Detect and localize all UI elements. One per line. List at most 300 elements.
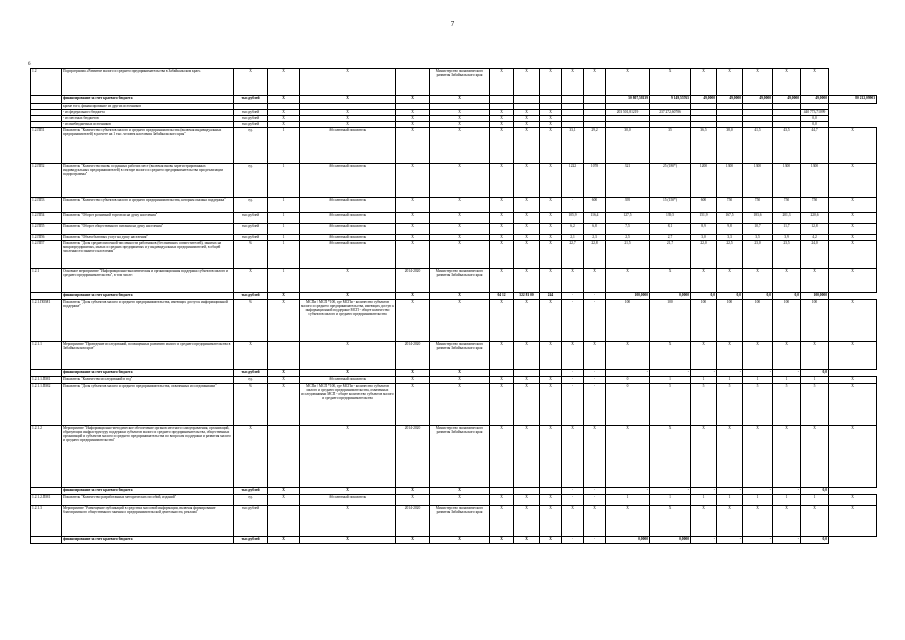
table-cell: 1 [606,495,650,506]
financing-row [31,293,877,300]
table-cell: X [743,506,773,537]
table-cell: - [584,300,606,342]
table-cell: X [430,96,490,104]
table-cell: 1200 [691,164,717,198]
table-cell: % [234,384,268,426]
table-cell: X [430,235,490,241]
table-cell: 35 [650,128,691,164]
table-row [31,300,877,342]
table-cell: X [490,198,514,213]
table-cell: 8,1 [650,224,691,235]
table-cell: 9 149,55765 [650,96,691,104]
table-cell: 100 [801,300,829,342]
table-cell: тыс.рублей [234,116,268,122]
table-cell: 750 [743,198,773,213]
table-cell: X [801,506,829,537]
table-cell: 2,1 [562,235,584,241]
table-cell: 127,5 [606,213,650,224]
table-cell: - [773,537,801,544]
row-title-cell: - из местных бюджетов [62,116,234,122]
row-code-cell: 1.2.1.1 [31,342,62,370]
table-cell: X [268,384,300,426]
table-cell: 1300 [801,164,829,198]
table-cell: 80 212,09903 [829,96,877,104]
table-cell: 1300 [743,164,773,198]
row-title-cell: Показатель "Доля субъектов малого и среднего предпринимательства, охваченных исследованиями" [62,384,234,426]
table-cell: X [514,300,540,342]
table-cell: X [430,122,490,128]
row-title-cell: Показатель "Оборот общественного питания на душу населения" [62,224,234,235]
table-cell: - [562,495,584,506]
table-cell: X [650,342,691,370]
table-cell: X [691,426,717,488]
table-cell: X [396,488,430,495]
table-cell: X [514,269,540,293]
table-cell: X [268,495,300,506]
table-cell: - [717,370,743,377]
row-title-cell: Показатель "Количество субъектов малого и среднего предпринимательства, которым оказана поддержка" [62,198,234,213]
table-cell: X [562,506,584,537]
table-cell: X [514,224,540,235]
table-cell: 22,7 [562,241,584,269]
table-cell: 105,9 [562,213,584,224]
table-cell: X [540,495,562,506]
table-cell: X [514,506,540,537]
table-cell: 2014-2020 [396,426,430,488]
table-cell: 2,7 [650,235,691,241]
table-cell: 11,7 [773,224,801,235]
row-code-cell: 1.2.ПП7 [31,241,62,269]
table-cell: 1078 [584,164,606,198]
table-cell: Министерство экономического развития Забайкальского края [430,69,490,96]
table-cell: X [829,342,877,370]
table-cell: 0,0 [801,122,829,128]
table-cell: Абсолютный показатель [300,164,396,198]
table-cell: X [540,116,562,122]
row-title-cell: - из федерального бюджета [62,110,234,116]
table-cell: X [234,269,268,293]
table-cell: X [300,426,396,488]
row-title-cell: Показатель "Количество разработанных методических пособий, изданий" [62,495,234,506]
table-cell: X [396,241,430,269]
financing-row [31,488,877,495]
table-cell: 43,5 [773,128,801,164]
table-cell: тыс.рублей [234,370,268,377]
table-cell: X [300,122,396,128]
table-cell: 49,0000 [801,96,829,104]
table-row [31,164,877,198]
table-cell: 0 [606,384,650,426]
table-cell: 23,0 [743,241,773,269]
table-cell: X [829,300,877,342]
table-cell: X [650,269,691,293]
table-cell: - [606,370,650,377]
table-cell: 5 [743,384,773,426]
table-cell: X [540,224,562,235]
table-cell: X [396,377,430,384]
table-cell: 2014-2020 [396,342,430,370]
table-cell: X [829,213,877,224]
table-cell: ед. [234,495,268,506]
table-cell: X [396,224,430,235]
table-cell: 23,5 [773,241,801,269]
table-cell: 0,0 [801,537,829,544]
table-cell: Абсолютный показатель [300,495,396,506]
table-cell: 1 [773,377,801,384]
table-cell: X [268,69,300,96]
row-title-cell: Показатель "Доля субъектов малого и среднего предпринимательства, имеющих доступ к информационной поддержке" [62,300,234,342]
table-cell: - [650,488,691,495]
table-cell: Министерство экономического развития Забайкальского края [430,506,490,537]
row-code-cell: 1.2.ПП1 [31,128,62,164]
table-cell: X [490,110,514,116]
table-cell: X [430,384,490,426]
row-code-cell: 1.2 [31,69,62,96]
table-cell: X [691,269,717,293]
table-cell: X [268,377,300,384]
table-cell [268,506,300,537]
table-cell: 395 [606,198,650,213]
table-cell: Абсолютный показатель [300,235,396,241]
row-title-cell: кроме того, финансирование из других источников [62,104,234,110]
row-title-cell: Показатель "Количество вновь созданных рабочих мест (включая вновь зарегистрированных индивидуальных предпринимателей) в секторе малого и среднего предпринимательства при реализации подпрограммы" [62,164,234,198]
table-cell: 237 272,60786 [650,110,691,116]
table-cell: X [514,235,540,241]
table-cell: 25 (180*) [650,164,691,198]
table-cell: X [650,426,691,488]
table-cell: тыс.рублей [234,213,268,224]
table-cell: X [490,495,514,506]
row-title-cell: Показатель "Количество субъектов малого и среднего предпринимательства (включая индивидуальных предпринимателей) в расчете на 1 тыс. человек населения Забайкальского края" [62,128,234,164]
table-cell: 33,1 [562,128,584,164]
table-cell: X [606,506,650,537]
table-cell: X [584,69,606,96]
table-cell: X [540,506,562,537]
table-row [31,426,877,488]
table-cell [540,488,562,495]
table-cell: 1 [650,377,691,384]
table-cell: X [562,269,584,293]
table-cell: X [396,128,430,164]
table-cell: X [691,506,717,537]
row-code-cell: 1.2.1.1.ПМ2 [31,384,62,426]
table-cell: X [514,342,540,370]
row-title-cell: финансирование за счет краевого бюджета [62,293,234,300]
row-title-cell: Мероприятие "Информационно-методическое обеспечение органов местного самоуправления, организаций, образующих инфраструктуру поддержки субъектов малого и среднего предпринимательства, общественных организаций и субъектов малого и среднего предпринимательства по вопросам поддержки и развития малого и среднего предпринимательства" [62,426,234,488]
table-cell: X [514,69,540,96]
row-title-cell: Показатель "Объем бытовых услуг на душу населения" [62,235,234,241]
table-cell [268,426,300,488]
table-cell: 36,5 [691,128,717,164]
table-cell: 1 [268,241,300,269]
table-row [31,342,877,370]
table-cell: тыс.рублей [234,488,268,495]
row-title-cell: финансирование за счет краевого бюджета [62,537,234,544]
table-cell: X [490,384,514,426]
table-cell: 116,4 [584,213,606,224]
table-cell: 1222 [562,164,584,198]
table-cell: X [717,506,743,537]
table-cell: 183,6 [743,213,773,224]
table-cell: X [514,384,540,426]
table-cell: X [490,241,514,269]
table-cell: 0,0 [801,488,829,495]
table-cell: X [514,164,540,198]
table-cell: - [562,537,584,544]
table-cell: - [650,370,691,377]
table-row [31,241,877,269]
table-cell: X [430,164,490,198]
table-cell [562,96,584,104]
table-cell: МСПи / МСП *100, где МСПи - количество субъектов малого и среднего предпринимательства, охваченных исследованиями МСП - общее количество субъектов малого и среднего предпринимательства [300,384,396,426]
table-cell: 50 807,58139 [606,96,650,104]
table-cell: X [514,426,540,488]
table-cell: 0,0 [691,293,717,300]
table-cell: 6,2 [562,224,584,235]
table-cell: X [829,198,877,213]
row-title-cell: финансирование за счет краевого бюджета [62,370,234,377]
table-cell: 2014-2020 [396,506,430,537]
row-code-cell: 1.2.ПП5 [31,224,62,235]
table-cell: 522 81 00 [514,293,540,300]
table-cell: Абсолютный показатель [300,198,396,213]
table-cell: X [490,269,514,293]
table-cell: - [562,384,584,426]
row-code-cell: 1.2.ПП6 [31,235,62,241]
table-cell: 750 [801,198,829,213]
table-cell: X [396,122,430,128]
table-cell: - [584,488,606,495]
table-cell: X [801,426,829,488]
table-cell: Абсолютный показатель [300,377,396,384]
table-cell: X [584,269,606,293]
table-cell: X [540,128,562,164]
table-cell: X [234,69,268,96]
table-cell: Абсолютный показатель [300,224,396,235]
table-cell: - [691,537,717,544]
table-cell: 3,0 [691,235,717,241]
table-cell: X [396,116,430,122]
row-title-cell: Мероприятие "Размещение публикаций в средствах массовой информации, включая формирование благоприятного общественного мнения о предпринимательской деятельности, реклама" [62,506,234,537]
table-cell: - [743,370,773,377]
table-cell: X [540,537,562,544]
table-cell: тыс.рублей [234,122,268,128]
table-cell: X [743,342,773,370]
table-cell: X [773,269,801,293]
corner-mark: 6 [28,62,31,67]
table-cell: 22,8 [584,241,606,269]
table-cell [396,69,430,96]
table-cell: 1 [773,495,801,506]
table-cell: X [234,342,268,370]
table-cell: X [430,241,490,269]
table-cell: 15 (150*) [650,198,691,213]
table-cell: X [829,235,877,241]
row-code-cell: 1.2.1.1.ПМ1 [31,377,62,384]
table-cell: 0,0 [801,116,829,122]
table-cell: - [773,370,801,377]
table-cell: 10,7 [743,224,773,235]
table-cell: 0,0 [717,293,743,300]
table-cell: 22,5 [717,241,743,269]
table-cell: тыс.рублей [234,235,268,241]
table-cell: 1 [650,495,691,506]
table-cell: X [268,96,300,104]
table-cell: X [829,269,877,293]
financing-row [31,96,877,104]
table-cell: X [514,116,540,122]
table-cell: МСПи / МСП *100, где МСПи - количество субъектов малого и среднего предпринимательства, имеющих доступ к информационной поддержке МСП - общее количество субъектов малого и среднего предпринимательства [300,300,396,342]
row-code-cell [31,293,62,300]
table-cell: 1 [691,377,717,384]
table-cell: X [514,128,540,164]
row-code-cell: 1.2.ПП2 [31,164,62,198]
table-cell: X [268,110,300,116]
table-cell: X [606,426,650,488]
row-code-cell: 1.2.1.2 [31,426,62,488]
table-cell: X [743,69,773,96]
table-cell: X [396,300,430,342]
table-cell: 1 [268,269,300,293]
table-cell [514,370,540,377]
table-cell: 1300 [717,164,743,198]
table-cell: Абсолютный показатель [300,128,396,164]
table-cell: X [743,269,773,293]
table-cell: X [490,506,514,537]
table-cell: 4,2 [801,235,829,241]
table-cell: 600 [691,198,717,213]
table-cell: X [829,426,877,488]
table-cell: 3,9 [773,235,801,241]
row-title-cell: Показатель "Оборот розничной торговли на душу населения" [62,213,234,224]
table-cell: 49,0000 [743,96,773,104]
table-cell: 1 [743,495,773,506]
row-title-cell: Подпрограмма «Развитие малого и среднего предпринимательства в Забайкальском крае» [62,69,234,96]
table-cell: 0 [606,377,650,384]
table-cell: X [717,269,743,293]
table-cell: 220,6 [801,213,829,224]
table-cell: 44,7 [801,128,829,164]
table-cell: тыс.рублей [234,293,268,300]
table-cell: % [234,241,268,269]
row-title-cell: Показатель "Доля среднесписочной численности работников (без внешних совместителей), занятых на микропредприятиях, малых и средних предприятиях и у индивидуальных предпринимателей, в общей численности занятого населения" [62,241,234,269]
table-cell: X [801,269,829,293]
table-cell: X [606,269,650,293]
table-cell: 29,2 [584,128,606,164]
table-cell: 7,5 [606,224,650,235]
table-cell: 100 [743,300,773,342]
table-cell: ед. [234,164,268,198]
table-cell: X [540,213,562,224]
table-cell: 1 [801,377,829,384]
table-cell: 244 [540,293,562,300]
table-cell: 1 [268,213,300,224]
row-title-cell: - из внебюджетных источников [62,122,234,128]
table-cell: 0,0 [801,370,829,377]
table-cell: X [396,235,430,241]
table-cell: X [490,128,514,164]
table-cell: X [490,122,514,128]
table-cell: X [268,122,300,128]
table-cell: X [430,213,490,224]
table-row [31,377,877,384]
table-cell: X [606,342,650,370]
row-code-cell [31,96,62,104]
table-cell: X [829,224,877,235]
table-cell: X [829,377,877,384]
table-cell: X [540,241,562,269]
table-cell: Абсолютный показатель [300,241,396,269]
table-cell: X [540,426,562,488]
table-cell: X [540,269,562,293]
table-cell: % [234,300,268,342]
row-title-cell: Мероприятие "Проведение исследований, посвященных развитию малого и среднего предпринимательства в Забайкальском крае" [62,342,234,370]
table-cell: тыс.рублей [234,537,268,544]
table-cell: 100 [691,300,717,342]
table-cell: - [584,377,606,384]
table-cell: - [584,370,606,377]
table-cell: 1 [717,377,743,384]
table-cell [490,488,514,495]
table-cell: X [268,488,300,495]
table-cell: ед. [234,128,268,164]
table-row [31,506,877,537]
table-cell: X [584,426,606,488]
table-cell: X [829,241,877,269]
program-table [30,68,877,544]
table-row [31,213,877,224]
table-cell: X [396,537,430,544]
table-cell: 1 [268,235,300,241]
table-cell: X [650,506,691,537]
table-cell: - [584,537,606,544]
table-cell: 100,0000 [606,293,650,300]
table-cell: 1 [743,377,773,384]
table-cell: тыс.рублей [234,506,268,537]
table-cell: X [584,506,606,537]
table-cell: X [514,241,540,269]
table-cell: X [773,426,801,488]
table-cell: X [514,198,540,213]
table-cell: X [430,110,490,116]
table-cell: X [490,537,514,544]
table-cell: X [300,370,396,377]
table-cell: X [430,293,490,300]
table-cell: 1 [268,164,300,198]
table-cell: X [396,293,430,300]
table-cell: X [268,370,300,377]
table-cell: 1 [268,198,300,213]
table-cell: 100 [650,300,691,342]
table-cell: 5 [717,384,743,426]
table-cell: X [829,384,877,426]
table-cell: 9,8 [717,224,743,235]
table-cell: - [584,384,606,426]
table-cell: X [396,384,430,426]
table-cell: X [430,300,490,342]
table-cell: ед. [234,377,268,384]
table-cell: X [743,426,773,488]
table-cell: X [300,342,396,370]
table-cell: - [562,293,584,300]
table-cell: X [490,164,514,198]
table-cell: X [540,342,562,370]
table-cell: - [717,488,743,495]
table-cell: 2014-2020 [396,269,430,293]
table-cell: X [691,342,717,370]
table-cell: X [514,122,540,128]
table-cell: X [650,69,691,96]
